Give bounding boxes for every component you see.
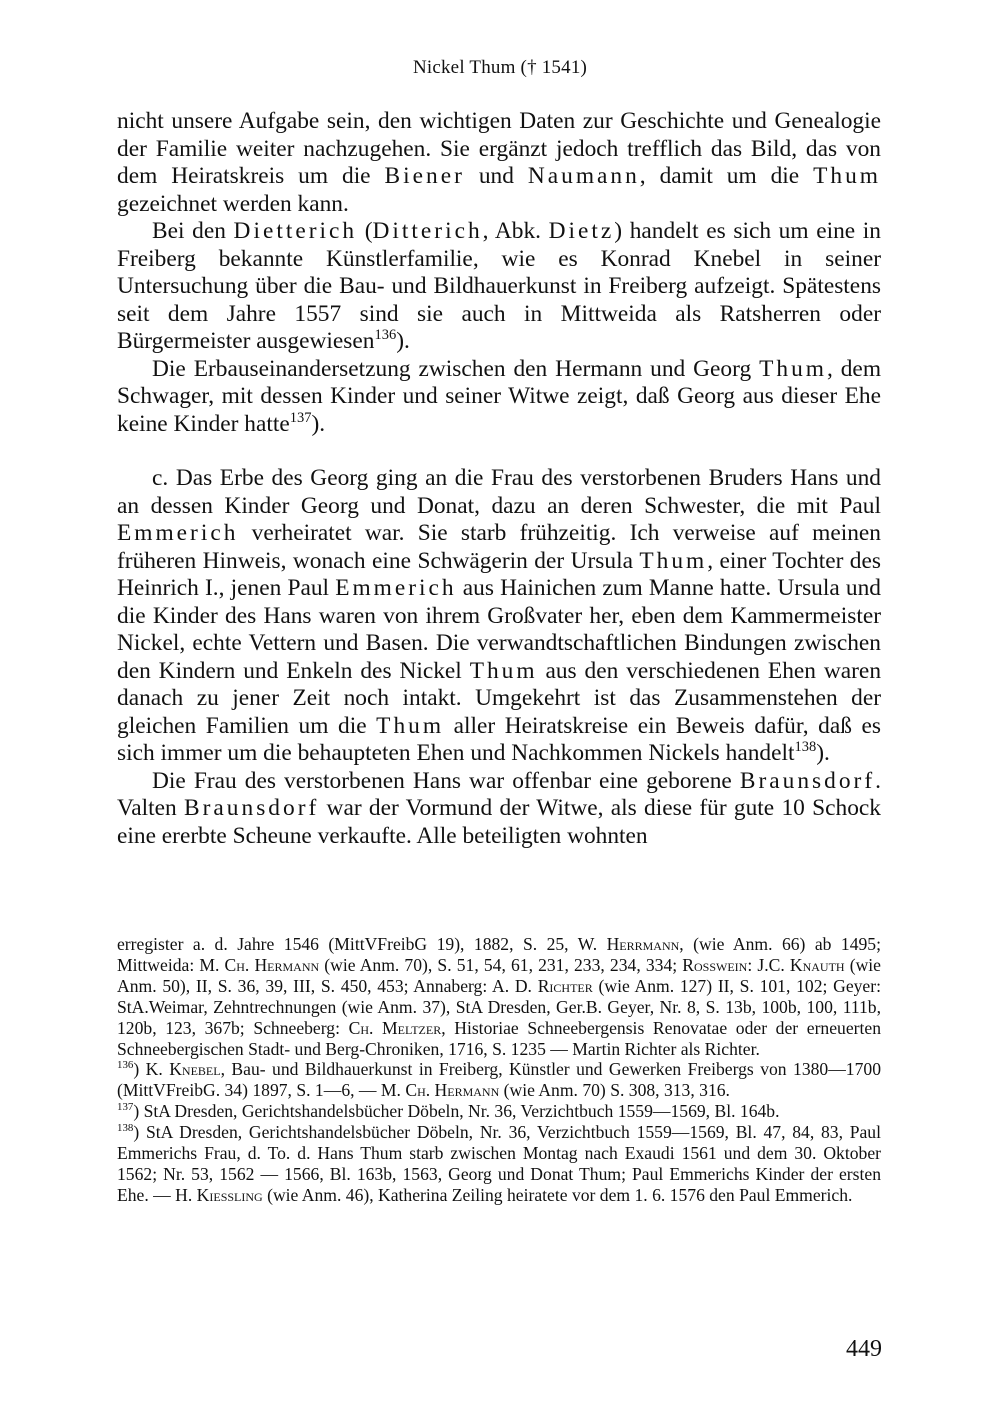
spaced-name: Thum	[469, 657, 538, 684]
text-run: (	[357, 218, 373, 244]
spaced-name: Braunsdorf	[739, 767, 876, 794]
text-run: . Valten	[117, 767, 881, 821]
place-name: Rosswein	[682, 954, 748, 975]
text-run: , Historiae Schneebergensis Renovatae oder der erneuerten Schneebergischen Stadt- und Berg-Chroniken, 1716, S. 1235 — Martin Richter als Richter.	[117, 1017, 881, 1059]
page-number: 449	[846, 1336, 882, 1362]
text-run: ) handelt es sich um eine in Freiberg bekannte Künstlerfamilie, wie es Konrad Knebel in seiner Untersuchung über die Bau- und Bildhauerkunst in Freiberg aufzeigt. Spätestens seit dem Jahre 1557 sind sie auch in Mittweida als Ratsherren oder Bürgermeister ausgewiesen	[117, 218, 881, 354]
text-run: aus den verschiedenen Ehen waren danach zu jener Zeit noch intakt. Umgekehrt ist das Zusammenstehen der gleichen Familien um die	[117, 657, 882, 739]
footnote-number: 136	[117, 1059, 134, 1072]
footnote-number: 137	[117, 1101, 134, 1114]
text-run: gezeichnet werden kann.	[117, 190, 349, 217]
text-run: war der Vormund der Witwe, als diese für gute 10 Schock eine ererbte Scheune verkaufte. Alle beteiligten wohnten	[117, 795, 881, 849]
footnote-number: 138	[117, 1122, 134, 1135]
text-run: (wie Anm. 70), S. 51, 54, 61, 231, 233, 234, 334;	[319, 954, 683, 975]
text-run: , dem Schwager, mit dessen Kinder und seiner Witwe zeigt, daß Georg aus dieser Ehe keine Kinder hatte	[117, 355, 882, 437]
paragraph-1	[117, 108, 881, 218]
author-name: Ch. Hermann	[405, 1080, 500, 1101]
author-name: Richter	[537, 975, 593, 996]
text-run: , Bau- und Bildhauerkunst in Freiberg, Künstler und Gewerken Freibergs von 1380—1700 (MittVFreibG. 34) 1897, S. 1—6, — M.	[117, 1059, 881, 1101]
author-name: Kiessling	[196, 1184, 263, 1205]
spaced-name: Thum	[639, 547, 708, 574]
paragraph-5	[117, 768, 881, 851]
text-run: ).	[311, 410, 326, 437]
spaced-name: Biener	[384, 163, 465, 189]
text-run: ).	[396, 328, 410, 354]
text-run: (wie Anm. 46), Katherina Zeiling heiratete vor dem 1. 6. 1576 den Paul Emmerich.	[262, 1184, 853, 1205]
running-header: Nickel Thum († 1541)	[412, 57, 588, 78]
text-run: Die Erbauseinandersetzung zwischen den Hermann und Georg	[152, 355, 760, 382]
spaced-name: Emmerich	[117, 520, 239, 546]
text-run: Die Frau des verstorbenen Hans war offenbar eine geborene	[152, 767, 740, 794]
spaced-name: Braunsdorf	[184, 795, 320, 821]
author-name: Knauth	[789, 954, 845, 975]
spaced-name: Thum	[813, 163, 881, 189]
footnote-ref-137: 137	[289, 409, 312, 426]
text-run: , (wie Anm. 66) ab 1495; Mittweida: M.	[117, 934, 881, 975]
text-run: nicht unsere Aufgabe sein, den wichtigen Daten zur Geschichte und Genealogie der Familie weiter nachzugehen. Sie ergänzt jedoch trefflich das Bild, das von dem Heiratskreis um die	[117, 108, 881, 189]
footnote-137	[117, 1101, 881, 1122]
text-run: , Abk.	[482, 218, 549, 244]
paragraph-2	[117, 218, 881, 356]
spaced-name: Thum	[759, 355, 827, 382]
text-run: ).	[816, 740, 830, 766]
footnote-ref-136: 136	[374, 327, 397, 344]
footnote-138	[117, 1122, 881, 1206]
text-run: ) StA Dresden, Gerichtshandelsbücher Döbeln, Nr. 36, Verzichtbuch 1559—1569, Bl. 164b.	[133, 1101, 780, 1122]
text-run: ) StA Dresden, Gerichtshandelsbücher Döbeln, Nr. 36, Verzichtbuch 1559—1569, Bl. 47, 84, 83, Paul Emmerichs Frau, d. To. d. Hans Thum starb zwischen Montag nach Exaudi 1561 und dem 30. Oktober 1562; Nr. 53, 1562 — 1566, Bl. 163b, 1563, Georg und Donat Thum; Paul Emmerichs Kinder der ersten Ehe. — H.	[117, 1122, 881, 1205]
author-name: Knebel	[169, 1059, 221, 1080]
spaced-name: Dietz	[548, 218, 615, 244]
author-name: Ch. Hermann	[224, 954, 320, 975]
author-name: Ch. Meltzer	[348, 1017, 442, 1038]
main-text	[117, 108, 881, 850]
text-run: aller Heiratskreise ein Beweis dafür, daß es sich immer um die behaupteten Ehen und Nachkommen Nickels handelt	[117, 712, 881, 766]
text-run: Bei den	[152, 218, 234, 244]
text-run: c. Das Erbe des Georg ging an die Frau des verstorbenen Bruders Hans und an dessen Kinder Georg und Donat, dazu an deren Schwester, die mit Paul	[117, 465, 881, 519]
text-run: ) K.	[133, 1059, 170, 1080]
author-name: Herrmann	[606, 934, 680, 954]
spaced-name: Emmerich	[335, 575, 457, 601]
text-run: aus Hainichen zum Manne hatte. Ursula und die Kinder des Hans waren von ihrem Großvater her, eben dem Kammermeister Nickel, echte Vettern und Basen. Die verwandtschaftlichen Bindungen zwischen den Kindern und Enkeln des Nickel	[117, 575, 881, 684]
text-run: verheiratet war. Sie starb frühzeitig. Ich verweise auf meinen früheren Hinweis, wonach eine Schwägerin der Ursula	[117, 520, 881, 574]
text-run: : J.C.	[747, 954, 790, 975]
text-run: erregister a. d. Jahre 1546 (MittVFreibG 19), 1882, S. 25, W.	[117, 934, 607, 954]
text-run: (wie Anm. 50), II, S. 36, 39, III, S. 450, 453; Annaberg: A. D.	[117, 954, 881, 996]
spaced-name: Thum	[376, 712, 445, 739]
paragraph-3	[117, 356, 881, 439]
text-run: , einer Tochter des Heinrich I., jenen Paul	[117, 547, 881, 601]
text-run: und	[464, 163, 528, 189]
paragraph-4	[117, 465, 881, 768]
text-run: (wie Anm. 127) II, S. 101, 102; Geyer: StA.Weimar, Zehntrechnungen (wie Anm. 37), StA Dresden, Ger.B. Geyer, Nr. 8, S. 13b, 100b, 100, 111b, 120b, 123, 367b; Schneeberg:	[117, 975, 881, 1038]
spaced-name: Dietterich	[233, 218, 358, 244]
spaced-name: Naumann	[527, 163, 640, 189]
footnote-ref-138: 138	[794, 739, 817, 756]
text-run: (wie Anm. 70) S. 308, 313, 316.	[499, 1080, 730, 1101]
text-run: , damit um die	[639, 163, 814, 189]
spaced-name: Ditterich	[372, 218, 483, 244]
footnotes	[117, 934, 881, 1206]
footnote-136	[117, 1059, 881, 1101]
footnote-continuation	[117, 934, 881, 1059]
